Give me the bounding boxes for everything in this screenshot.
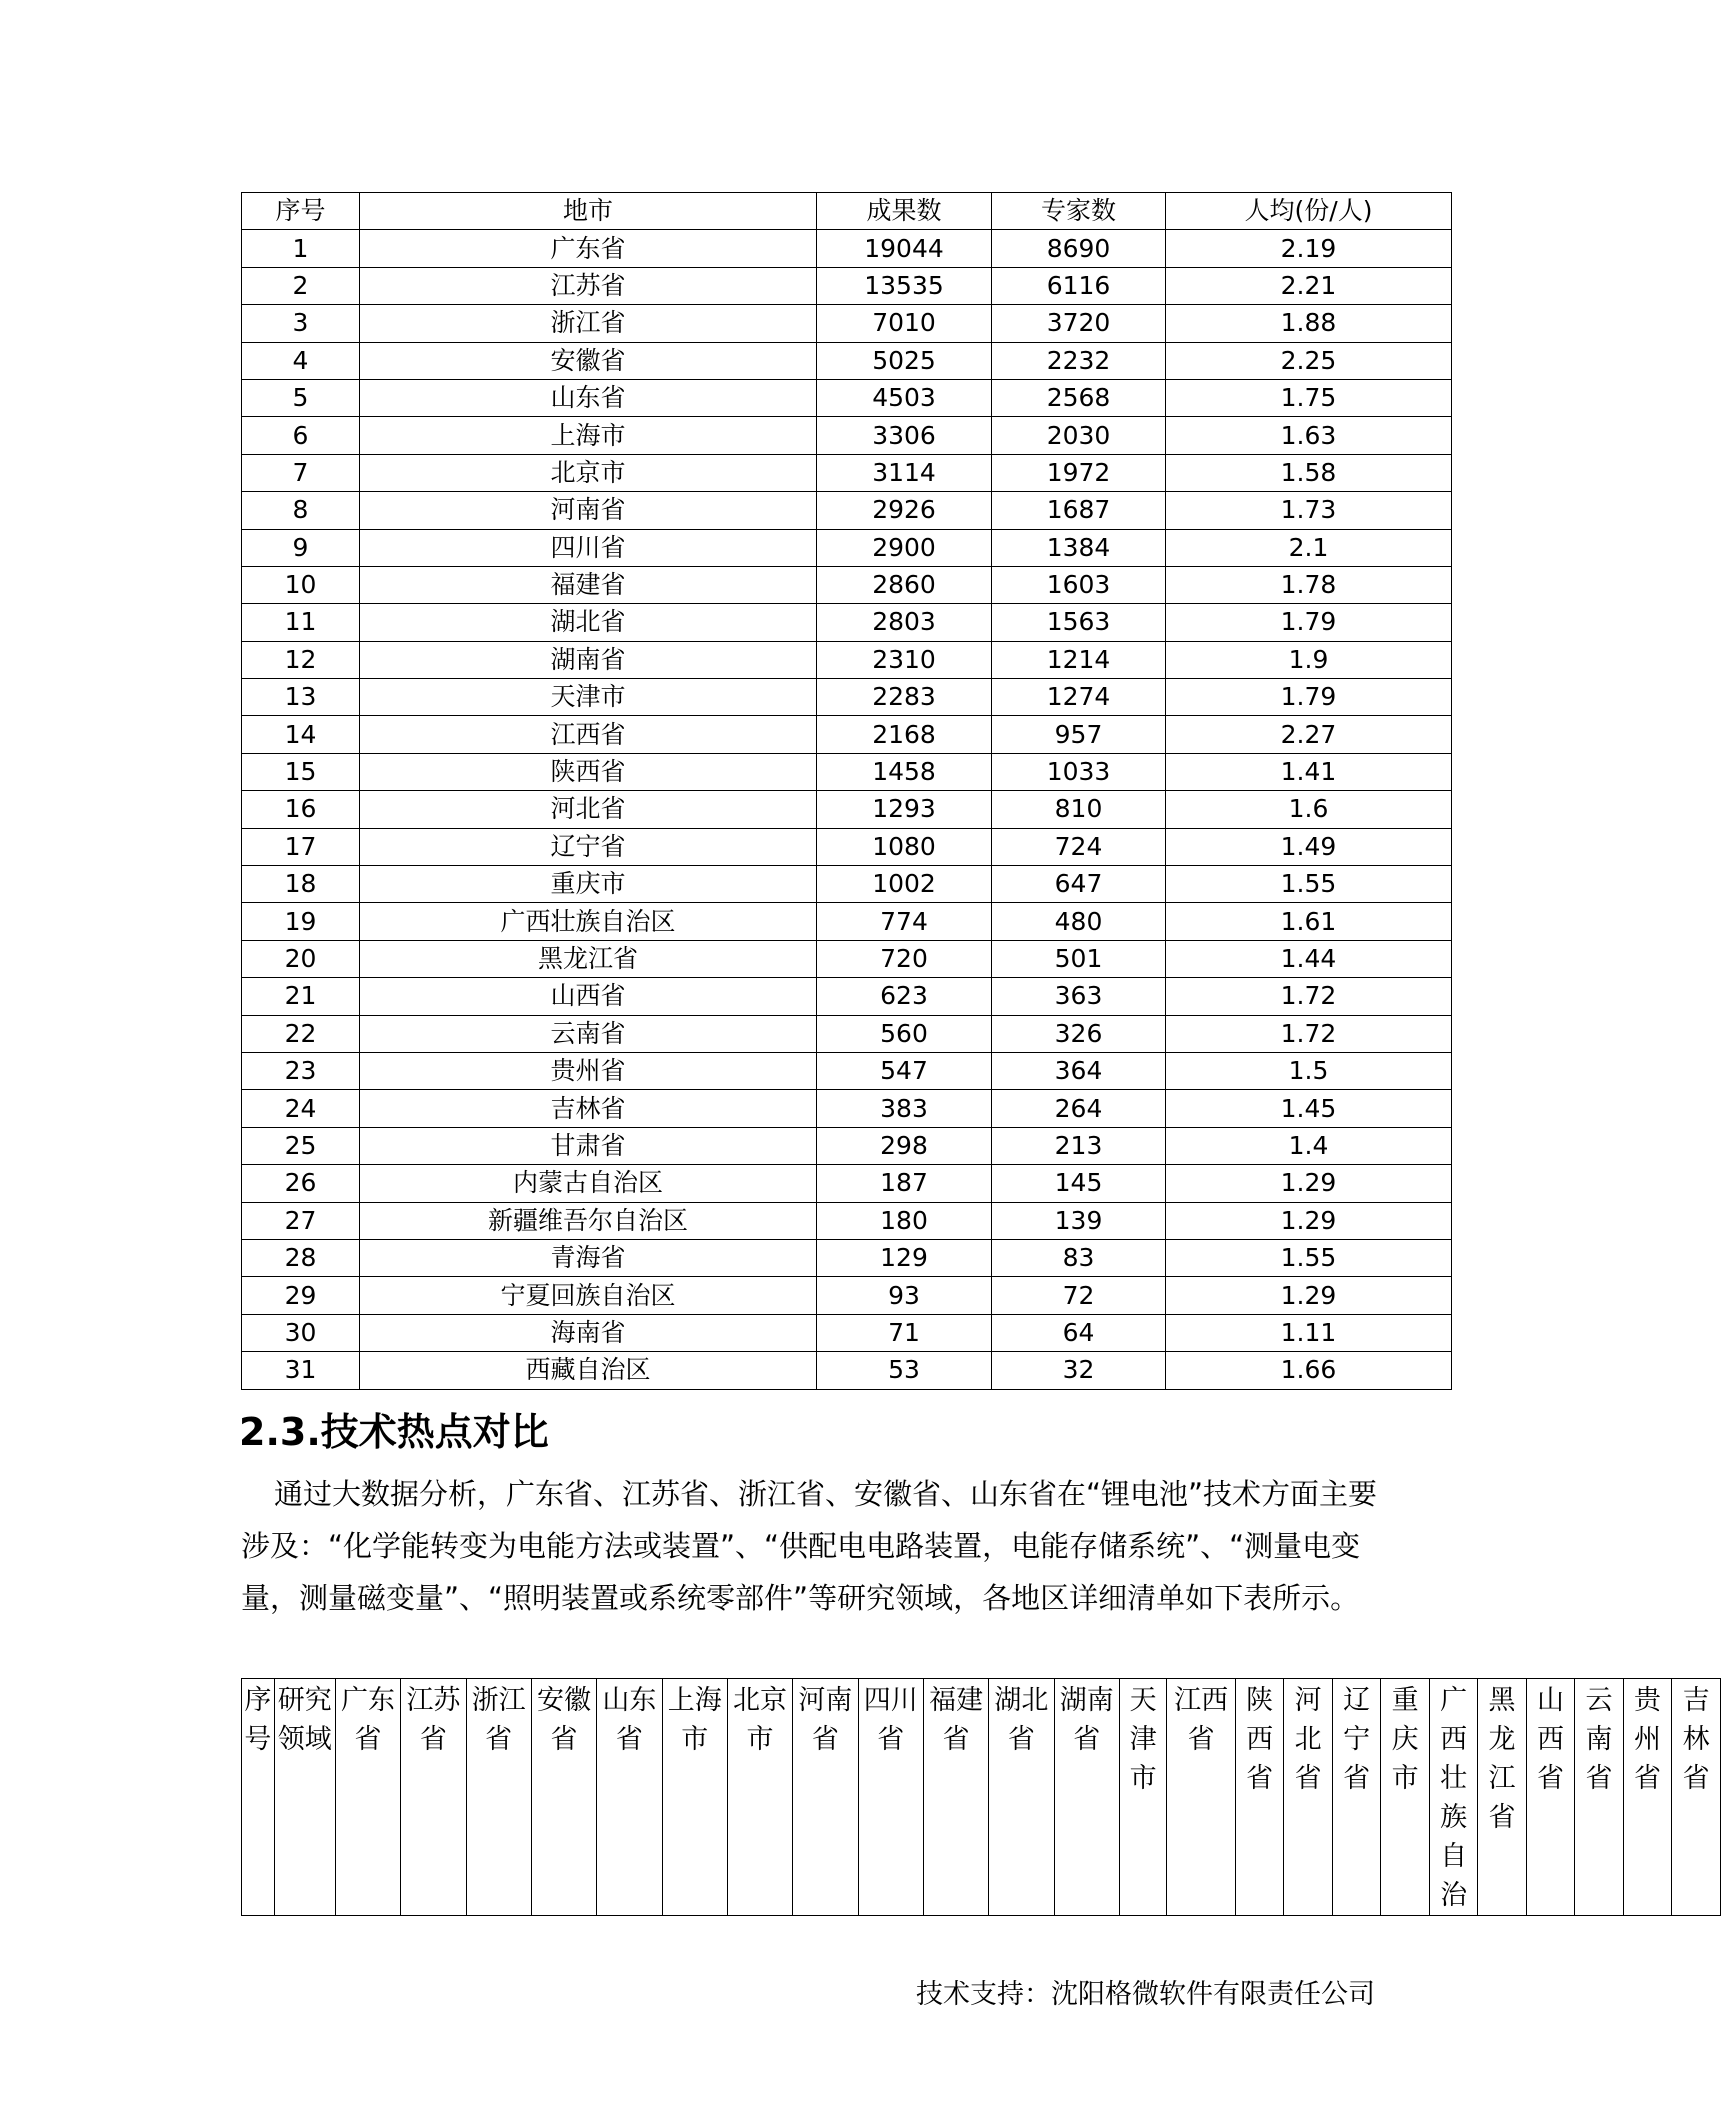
cell-region: 江西省 bbox=[360, 716, 817, 753]
cell-region: 西藏自治区 bbox=[360, 1352, 817, 1389]
cell-index: 30 bbox=[242, 1314, 360, 1351]
cell-results: 180 bbox=[817, 1202, 992, 1239]
cell-index: 19 bbox=[242, 903, 360, 940]
cell-experts: 647 bbox=[992, 866, 1166, 903]
cell-per-capita: 1.55 bbox=[1166, 866, 1452, 903]
table-row bbox=[242, 230, 1452, 267]
research-field-table-container bbox=[241, 1678, 1710, 1913]
cell-results: 2283 bbox=[817, 679, 992, 716]
research-col-header-label: 云南省 bbox=[1585, 1685, 1613, 1794]
cell-experts: 8690 bbox=[992, 230, 1166, 267]
cell-results: 560 bbox=[817, 1015, 992, 1052]
cell-results: 298 bbox=[817, 1127, 992, 1164]
table-row bbox=[242, 1314, 1452, 1351]
research-col-header bbox=[1119, 1679, 1166, 1916]
cell-region: 福建省 bbox=[360, 566, 817, 603]
cell-results: 19044 bbox=[817, 230, 992, 267]
cell-per-capita: 1.6 bbox=[1166, 791, 1452, 828]
cell-experts: 1214 bbox=[992, 641, 1166, 678]
table-row bbox=[242, 492, 1452, 529]
table-row bbox=[242, 566, 1452, 603]
research-col-header bbox=[335, 1679, 400, 1916]
cell-region: 辽宁省 bbox=[360, 828, 817, 865]
table-row bbox=[242, 454, 1452, 491]
cell-results: 720 bbox=[817, 940, 992, 977]
research-col-header bbox=[662, 1679, 727, 1916]
cell-region: 青海省 bbox=[360, 1239, 817, 1276]
cell-index: 20 bbox=[242, 940, 360, 977]
cell-index: 27 bbox=[242, 1202, 360, 1239]
cell-per-capita: 1.79 bbox=[1166, 679, 1452, 716]
research-col-header-label: 北京市 bbox=[733, 1685, 788, 1755]
cell-experts: 1972 bbox=[992, 454, 1166, 491]
cell-per-capita: 1.88 bbox=[1166, 305, 1452, 342]
table-row bbox=[242, 978, 1452, 1015]
research-col-header bbox=[727, 1679, 792, 1916]
table-row bbox=[242, 1165, 1452, 1202]
cell-index: 13 bbox=[242, 679, 360, 716]
cell-per-capita: 1.9 bbox=[1166, 641, 1452, 678]
cell-region: 北京市 bbox=[360, 454, 817, 491]
cell-index: 29 bbox=[242, 1277, 360, 1314]
research-col-header bbox=[1672, 1679, 1721, 1916]
cell-experts: 480 bbox=[992, 903, 1166, 940]
research-field-table bbox=[241, 1678, 1721, 1916]
cell-results: 2926 bbox=[817, 492, 992, 529]
cell-results: 2860 bbox=[817, 566, 992, 603]
cell-results: 383 bbox=[817, 1090, 992, 1127]
cell-index: 5 bbox=[242, 379, 360, 416]
cell-results: 53 bbox=[817, 1352, 992, 1389]
cell-per-capita: 1.78 bbox=[1166, 566, 1452, 603]
cell-index: 21 bbox=[242, 978, 360, 1015]
research-col-header bbox=[597, 1679, 662, 1916]
cell-per-capita: 1.79 bbox=[1166, 604, 1452, 641]
research-col-header bbox=[274, 1679, 335, 1916]
cell-index: 28 bbox=[242, 1239, 360, 1276]
cell-experts: 1033 bbox=[992, 753, 1166, 790]
cell-per-capita: 2.21 bbox=[1166, 267, 1452, 304]
cell-per-capita: 2.19 bbox=[1166, 230, 1452, 267]
table-row bbox=[242, 1352, 1452, 1389]
cell-results: 5025 bbox=[817, 342, 992, 379]
research-col-header-label: 河南省 bbox=[798, 1685, 853, 1755]
cell-per-capita: 1.63 bbox=[1166, 417, 1452, 454]
cell-index: 23 bbox=[242, 1052, 360, 1089]
cell-index: 17 bbox=[242, 828, 360, 865]
cell-index: 26 bbox=[242, 1165, 360, 1202]
cell-experts: 724 bbox=[992, 828, 1166, 865]
table-row bbox=[242, 716, 1452, 753]
table-row bbox=[242, 342, 1452, 379]
cell-region: 浙江省 bbox=[360, 305, 817, 342]
table-row bbox=[242, 1202, 1452, 1239]
cell-index: 25 bbox=[242, 1127, 360, 1164]
research-col-header bbox=[466, 1679, 531, 1916]
cell-index: 7 bbox=[242, 454, 360, 491]
cell-per-capita: 1.72 bbox=[1166, 1015, 1452, 1052]
cell-per-capita: 1.75 bbox=[1166, 379, 1452, 416]
research-col-header-label: 湖南省 bbox=[1059, 1685, 1114, 1755]
cell-region: 安徽省 bbox=[360, 342, 817, 379]
cell-experts: 83 bbox=[992, 1239, 1166, 1276]
cell-experts: 2232 bbox=[992, 342, 1166, 379]
cell-region: 广东省 bbox=[360, 230, 817, 267]
cell-results: 187 bbox=[817, 1165, 992, 1202]
cell-experts: 326 bbox=[992, 1015, 1166, 1052]
cell-index: 6 bbox=[242, 417, 360, 454]
cell-results: 2310 bbox=[817, 641, 992, 678]
table-row bbox=[242, 1015, 1452, 1052]
research-col-header-label: 辽宁省 bbox=[1343, 1685, 1371, 1794]
research-col-header-label: 天津市 bbox=[1129, 1685, 1157, 1794]
table-row bbox=[242, 1277, 1452, 1314]
cell-index: 31 bbox=[242, 1352, 360, 1389]
cell-index: 4 bbox=[242, 342, 360, 379]
research-col-header bbox=[401, 1679, 466, 1916]
cell-results: 623 bbox=[817, 978, 992, 1015]
research-col-header bbox=[1284, 1679, 1332, 1916]
cell-index: 22 bbox=[242, 1015, 360, 1052]
research-col-header bbox=[1054, 1679, 1119, 1916]
cell-results: 547 bbox=[817, 1052, 992, 1089]
cell-per-capita: 1.11 bbox=[1166, 1314, 1452, 1351]
research-col-header-label: 研究领域 bbox=[277, 1685, 332, 1755]
cell-index: 15 bbox=[242, 753, 360, 790]
research-col-header-label: 上海市 bbox=[667, 1685, 722, 1755]
cell-per-capita: 1.61 bbox=[1166, 903, 1452, 940]
cell-index: 16 bbox=[242, 791, 360, 828]
cell-per-capita: 1.5 bbox=[1166, 1052, 1452, 1089]
cell-region: 黑龙江省 bbox=[360, 940, 817, 977]
table-row bbox=[242, 940, 1452, 977]
cell-index: 10 bbox=[242, 566, 360, 603]
cell-experts: 1603 bbox=[992, 566, 1166, 603]
table-row bbox=[242, 529, 1452, 566]
cell-per-capita: 1.66 bbox=[1166, 1352, 1452, 1389]
cell-per-capita: 1.58 bbox=[1166, 454, 1452, 491]
cell-results: 1002 bbox=[817, 866, 992, 903]
research-col-header-label: 湖北省 bbox=[994, 1685, 1049, 1755]
cell-index: 18 bbox=[242, 866, 360, 903]
research-col-header-label: 安徽省 bbox=[537, 1685, 592, 1755]
table-row bbox=[242, 828, 1452, 865]
cell-index: 1 bbox=[242, 230, 360, 267]
cell-experts: 32 bbox=[992, 1352, 1166, 1389]
research-col-header bbox=[1332, 1679, 1380, 1916]
cell-results: 3114 bbox=[817, 454, 992, 491]
table-row bbox=[242, 679, 1452, 716]
cell-region: 新疆维吾尔自治区 bbox=[360, 1202, 817, 1239]
cell-results: 1293 bbox=[817, 791, 992, 828]
table-row bbox=[242, 641, 1452, 678]
table-row bbox=[242, 1090, 1452, 1127]
city-stats-table bbox=[241, 192, 1452, 1390]
cell-results: 774 bbox=[817, 903, 992, 940]
cell-region: 天津市 bbox=[360, 679, 817, 716]
cell-region: 海南省 bbox=[360, 1314, 817, 1351]
cell-experts: 501 bbox=[992, 940, 1166, 977]
research-col-header bbox=[1429, 1679, 1477, 1916]
cell-index: 3 bbox=[242, 305, 360, 342]
research-col-header-label: 广西壮族自治 bbox=[1440, 1685, 1468, 1911]
cell-per-capita: 1.45 bbox=[1166, 1090, 1452, 1127]
cell-region: 甘肃省 bbox=[360, 1127, 817, 1164]
cell-experts: 3720 bbox=[992, 305, 1166, 342]
cell-per-capita: 1.55 bbox=[1166, 1239, 1452, 1276]
research-col-header bbox=[923, 1679, 988, 1916]
research-field-header-row bbox=[242, 1679, 1721, 1916]
research-col-header-label: 吉林省 bbox=[1682, 1685, 1710, 1794]
cell-region: 广西壮族自治区 bbox=[360, 903, 817, 940]
cell-index: 12 bbox=[242, 641, 360, 678]
cell-results: 2900 bbox=[817, 529, 992, 566]
cell-experts: 1384 bbox=[992, 529, 1166, 566]
cell-region: 河南省 bbox=[360, 492, 817, 529]
research-col-header-label: 黑龙江省 bbox=[1488, 1685, 1516, 1833]
table-row bbox=[242, 903, 1452, 940]
research-col-header bbox=[858, 1679, 923, 1916]
research-col-header bbox=[242, 1679, 275, 1916]
research-col-header bbox=[1526, 1679, 1574, 1916]
cell-experts: 364 bbox=[992, 1052, 1166, 1089]
cell-per-capita: 2.27 bbox=[1166, 716, 1452, 753]
cell-experts: 957 bbox=[992, 716, 1166, 753]
cell-region: 陕西省 bbox=[360, 753, 817, 790]
table-row bbox=[242, 379, 1452, 416]
cell-experts: 139 bbox=[992, 1202, 1166, 1239]
cell-per-capita: 1.41 bbox=[1166, 753, 1452, 790]
cell-index: 14 bbox=[242, 716, 360, 753]
research-col-header-label: 四川省 bbox=[863, 1685, 918, 1755]
cell-region: 内蒙古自治区 bbox=[360, 1165, 817, 1202]
cell-experts: 2568 bbox=[992, 379, 1166, 416]
table-row bbox=[242, 1052, 1452, 1089]
research-col-header bbox=[1235, 1679, 1283, 1916]
col-header-per-capita: 人均(份/人) bbox=[1166, 193, 1452, 230]
cell-per-capita: 1.29 bbox=[1166, 1165, 1452, 1202]
cell-region: 宁夏回族自治区 bbox=[360, 1277, 817, 1314]
cell-experts: 810 bbox=[992, 791, 1166, 828]
table-row bbox=[242, 267, 1452, 304]
footer-credit: 技术支持：沈阳格微软件有限责任公司 bbox=[916, 1979, 1375, 2010]
research-col-header-label: 陕西省 bbox=[1246, 1685, 1274, 1794]
cell-per-capita: 1.29 bbox=[1166, 1277, 1452, 1314]
table-row bbox=[242, 866, 1452, 903]
research-col-header-label: 广东省 bbox=[340, 1685, 395, 1755]
research-col-header-label: 河北省 bbox=[1294, 1685, 1322, 1794]
research-col-header bbox=[1623, 1679, 1671, 1916]
cell-results: 129 bbox=[817, 1239, 992, 1276]
cell-results: 13535 bbox=[817, 267, 992, 304]
cell-region: 山东省 bbox=[360, 379, 817, 416]
research-col-header-label: 江苏省 bbox=[406, 1685, 461, 1755]
cell-per-capita: 2.25 bbox=[1166, 342, 1452, 379]
cell-region: 云南省 bbox=[360, 1015, 817, 1052]
research-col-header-label: 浙江省 bbox=[471, 1685, 526, 1755]
cell-results: 71 bbox=[817, 1314, 992, 1351]
research-col-header-label: 山西省 bbox=[1537, 1685, 1565, 1794]
research-col-header bbox=[989, 1679, 1054, 1916]
cell-index: 24 bbox=[242, 1090, 360, 1127]
cell-experts: 1274 bbox=[992, 679, 1166, 716]
section-heading: 2.3.技术热点对比 bbox=[239, 1410, 549, 1454]
cell-region: 河北省 bbox=[360, 791, 817, 828]
cell-results: 7010 bbox=[817, 305, 992, 342]
research-col-header bbox=[1575, 1679, 1623, 1916]
table-row bbox=[242, 753, 1452, 790]
cell-region: 上海市 bbox=[360, 417, 817, 454]
cell-region: 湖北省 bbox=[360, 604, 817, 641]
cell-experts: 363 bbox=[992, 978, 1166, 1015]
cell-experts: 6116 bbox=[992, 267, 1166, 304]
cell-results: 93 bbox=[817, 1277, 992, 1314]
cell-region: 重庆市 bbox=[360, 866, 817, 903]
cell-index: 11 bbox=[242, 604, 360, 641]
cell-experts: 72 bbox=[992, 1277, 1166, 1314]
cell-results: 1080 bbox=[817, 828, 992, 865]
cell-index: 2 bbox=[242, 267, 360, 304]
cell-region: 四川省 bbox=[360, 529, 817, 566]
cell-experts: 264 bbox=[992, 1090, 1166, 1127]
table-header-row bbox=[242, 193, 1452, 230]
cell-results: 3306 bbox=[817, 417, 992, 454]
cell-region: 江苏省 bbox=[360, 267, 817, 304]
city-stats-body bbox=[242, 230, 1452, 1389]
research-col-header-label: 序号 bbox=[244, 1685, 272, 1755]
cell-region: 贵州省 bbox=[360, 1052, 817, 1089]
col-header-region: 地市 bbox=[360, 193, 817, 230]
cell-per-capita: 1.49 bbox=[1166, 828, 1452, 865]
research-col-header-label: 江西省 bbox=[1174, 1685, 1229, 1755]
cell-results: 1458 bbox=[817, 753, 992, 790]
cell-results: 4503 bbox=[817, 379, 992, 416]
cell-per-capita: 1.73 bbox=[1166, 492, 1452, 529]
col-header-results: 成果数 bbox=[817, 193, 992, 230]
research-col-header-label: 山东省 bbox=[602, 1685, 657, 1755]
table-row bbox=[242, 1239, 1452, 1276]
table-row bbox=[242, 791, 1452, 828]
cell-region: 吉林省 bbox=[360, 1090, 817, 1127]
cell-per-capita: 1.29 bbox=[1166, 1202, 1452, 1239]
research-col-header-label: 重庆市 bbox=[1391, 1685, 1419, 1794]
cell-experts: 213 bbox=[992, 1127, 1166, 1164]
cell-experts: 64 bbox=[992, 1314, 1166, 1351]
research-col-header bbox=[531, 1679, 596, 1916]
table-row bbox=[242, 1127, 1452, 1164]
table-row bbox=[242, 305, 1452, 342]
cell-experts: 2030 bbox=[992, 417, 1166, 454]
cell-experts: 1687 bbox=[992, 492, 1166, 529]
research-col-header bbox=[793, 1679, 858, 1916]
cell-experts: 145 bbox=[992, 1165, 1166, 1202]
cell-index: 9 bbox=[242, 529, 360, 566]
cell-region: 山西省 bbox=[360, 978, 817, 1015]
cell-region: 湖南省 bbox=[360, 641, 817, 678]
cell-experts: 1563 bbox=[992, 604, 1166, 641]
cell-per-capita: 2.1 bbox=[1166, 529, 1452, 566]
section-paragraph: 通过大数据分析，广东省、江苏省、浙江省、安徽省、山东省在“锂电池”技术方面主要涉及：“化学能转变为电能方法或装置”、“供配电电路装置，电能存储系统”、“测量电变量，测量磁变量”、“照明装置或系统零部件”等研究领域，各地区详细清单如下表所示。 bbox=[241, 1477, 1378, 1615]
research-col-header-label: 福建省 bbox=[929, 1685, 984, 1755]
cell-results: 2168 bbox=[817, 716, 992, 753]
cell-per-capita: 1.72 bbox=[1166, 978, 1452, 1015]
col-header-index: 序号 bbox=[242, 193, 360, 230]
col-header-experts: 专家数 bbox=[992, 193, 1166, 230]
research-col-header-label: 贵州省 bbox=[1634, 1685, 1661, 1794]
cell-index: 8 bbox=[242, 492, 360, 529]
table-row bbox=[242, 417, 1452, 454]
research-col-header bbox=[1478, 1679, 1526, 1916]
table-row bbox=[242, 604, 1452, 641]
research-col-header bbox=[1167, 1679, 1236, 1916]
cell-per-capita: 1.4 bbox=[1166, 1127, 1452, 1164]
research-col-header bbox=[1381, 1679, 1429, 1916]
cell-results: 2803 bbox=[817, 604, 992, 641]
cell-per-capita: 1.44 bbox=[1166, 940, 1452, 977]
